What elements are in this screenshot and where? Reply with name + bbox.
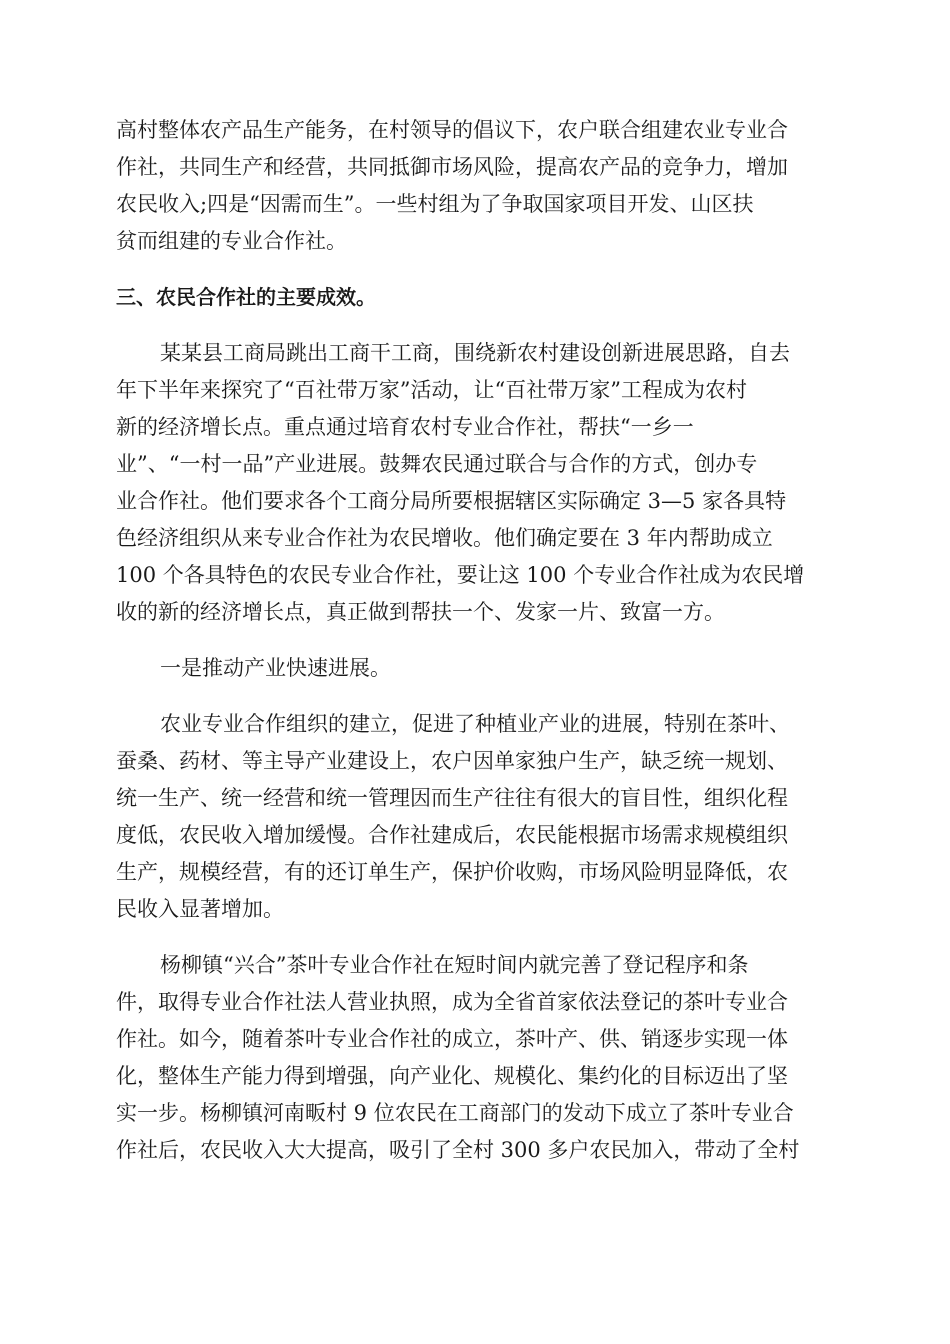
text-line: 度低，农民收入增加缓慢。合作社建成后，农民能根据市场需求规模组织 bbox=[116, 823, 788, 847]
paragraph-2 bbox=[116, 335, 836, 631]
text-line: 作社。如今，随着茶叶专业合作社的成立，茶叶产、供、销逐步实现一体 bbox=[116, 1027, 788, 1051]
text-line: 色经济组织从来专业合作社为农民增收。他们确定要在 3 年内帮助成立 bbox=[116, 526, 773, 550]
text-line: 收的新的经济增长点，真正做到帮扶一个、发家一片、致富一方。 bbox=[116, 600, 725, 624]
text-line: 蚕桑、药材、等主导产业建设上，农户因单家独户生产，缺乏统一规划、 bbox=[116, 749, 788, 773]
text-line: 作社后，农民收入大大提高，吸引了全村 300 多户农民加入，带动了全村 bbox=[116, 1138, 800, 1162]
text-line: 100 个各具特色的农民专业合作社，要让这 100 个专业合作社成为农民增 bbox=[116, 563, 805, 587]
text-line: 实一步。杨柳镇河南畈村 9 位农民在工商部门的发动下成立了茶叶专业合 bbox=[116, 1101, 794, 1125]
text-line: 业”、“一村一品”产业进展。鼓舞农民通过联合与合作的方式，创办专 bbox=[116, 452, 758, 476]
document-body bbox=[116, 112, 836, 1169]
paragraph-4 bbox=[116, 947, 836, 1169]
text-line: 高村整体农产品生产能务，在村领导的倡议下，农户联合组建农业专业合 bbox=[116, 118, 788, 142]
text-line: 农民收入;四是“因需而生”。一些村组为了争取国家项目开发、山区扶 bbox=[116, 192, 754, 216]
text-line: 某某县工商局跳出工商干工商，围绕新农村建设创新进展思路，自去 bbox=[160, 341, 790, 365]
paragraph-3 bbox=[116, 706, 836, 928]
text-line: 杨柳镇“兴合”茶叶专业合作社在短时间内就完善了登记程序和条 bbox=[160, 953, 749, 977]
text-line: 年下半年来探究了“百社带万家”活动，让“百社带万家”工程成为农村 bbox=[116, 378, 747, 402]
text-line: 贫而组建的专业合作社。 bbox=[116, 229, 347, 253]
text-line: 统一生产、统一经营和统一管理因而生产往往有很大的盲目性，组织化程 bbox=[116, 786, 788, 810]
text-line: 作社，共同生产和经营，共同抵御市场风险，提高农产品的竞争力，增加 bbox=[116, 155, 788, 179]
section-heading: 三、农民合作社的主要成效。 bbox=[116, 285, 376, 309]
text-line: 新的经济增长点。重点通过培育农村专业合作社，帮扶“一乡一 bbox=[116, 415, 694, 439]
text-line: 化，整体生产能力得到增强，向产业化、规模化、集约化的目标迈出了坚 bbox=[116, 1064, 788, 1088]
text-line: 生产，规模经营，有的还订单生产，保护价收购，市场风险明显降低，农 bbox=[116, 860, 788, 884]
paragraph-1 bbox=[116, 112, 836, 260]
subheading: 一是推动产业快速进展。 bbox=[160, 656, 391, 680]
text-line: 业合作社。他们要求各个工商分局所要根据辖区实际确定 3—5 家各具特 bbox=[116, 489, 787, 513]
text-line: 民收入显著增加。 bbox=[116, 897, 284, 921]
text-line: 件，取得专业合作社法人营业执照，成为全省首家依法登记的茶叶专业合 bbox=[116, 990, 788, 1014]
text-line: 农业专业合作组织的建立，促进了种植业产业的进展，特别在茶叶、 bbox=[160, 712, 790, 736]
